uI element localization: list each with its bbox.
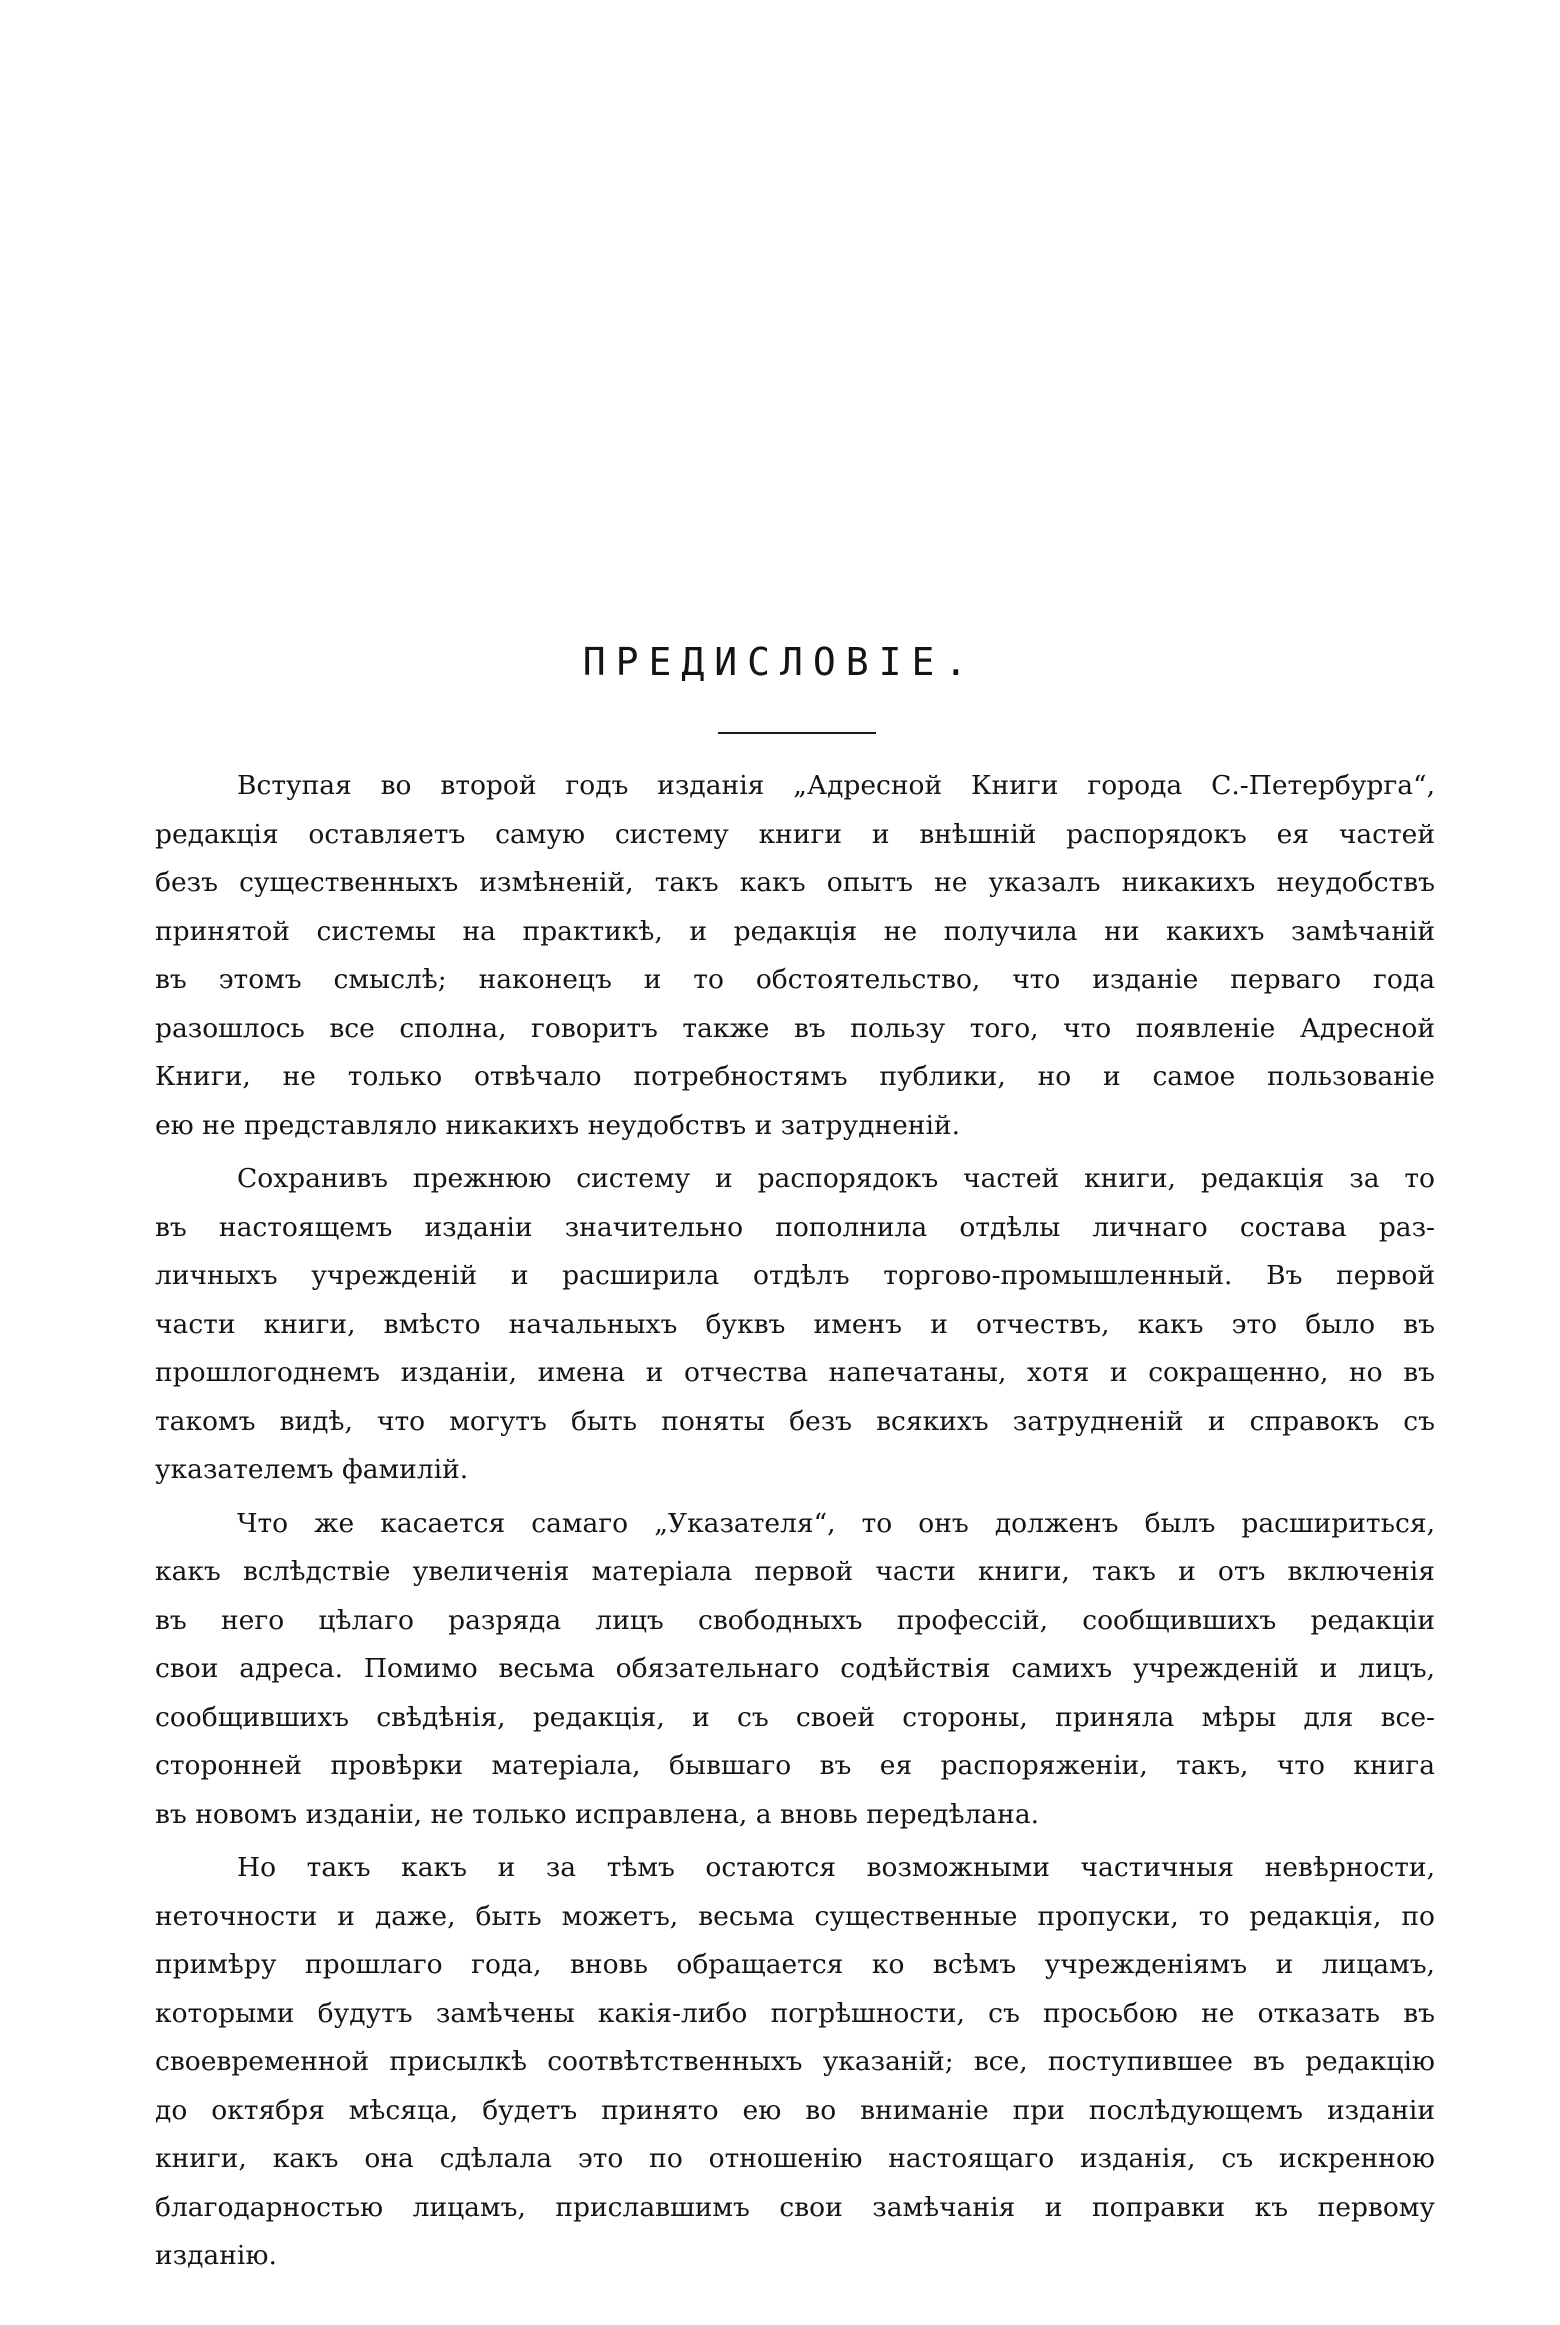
text-line: Но такъ какъ и за тѣмъ остаются возможными частичныя невѣрности, bbox=[237, 1852, 1435, 1883]
paragraph-2 bbox=[155, 1155, 1435, 1495]
text-line: прошлогоднемъ изданіи, имена и отчества напечатаны, хотя и сокращенно, но въ bbox=[155, 1357, 1435, 1388]
text-line: до октября мѣсяца, будетъ принято ею во вниманіе при послѣдующемъ изданіи bbox=[155, 2094, 1435, 2126]
title-divider bbox=[718, 732, 876, 734]
preface-body bbox=[155, 762, 1435, 2281]
text-line: безъ существенныхъ измѣненій, такъ какъ опытъ не указалъ никакихъ неудобствъ bbox=[155, 867, 1435, 898]
text-line: Вступая во второй годъ изданія „Адресной Книги города С.-Петербурга“, bbox=[237, 770, 1435, 801]
text-line: редакція оставляетъ самую систему книги и внѣшній распорядокъ ея частей bbox=[155, 818, 1435, 850]
text-line: какъ вслѣдствіе увеличенія матеріала первой части книги, такъ и отъ включенія bbox=[155, 1556, 1435, 1587]
text-line: неточности и даже, быть можетъ, весьма существенные пропуски, то редакція, по bbox=[155, 1900, 1435, 1932]
page-title: ПРЕДИСЛОВІЕ. bbox=[582, 640, 978, 684]
text-line: книги, какъ она сдѣлала это по отношенію настоящаго изданія, съ искренною bbox=[155, 2143, 1435, 2174]
text-line: Что же касается самаго „Указателя“, то онъ долженъ былъ расшириться, bbox=[237, 1507, 1435, 1539]
text-line: разошлось все сполна, говоритъ также въ пользу того, что появленіе Адресной bbox=[155, 1012, 1435, 1044]
text-line: части книги, вмѣсто начальныхъ буквъ именъ и отчествъ, какъ это было въ bbox=[155, 1308, 1435, 1340]
text-line: въ этомъ смыслѣ; наконецъ и то обстоятельство, что изданіе перваго года bbox=[155, 964, 1435, 995]
text-line: такомъ видѣ, что могутъ быть поняты безъ всякихъ затрудненій и справокъ съ bbox=[155, 1405, 1435, 1437]
text-line: благодарностью лицамъ, приславшимъ свои замѣчанія и поправки къ первому bbox=[155, 2191, 1435, 2223]
text-line: въ него цѣлаго разряда лицъ свободныхъ профессій, сообщившихъ редакціи bbox=[155, 1604, 1435, 1636]
text-line: принятой системы на практикѣ, и редакція не получила ни какихъ замѣчаній bbox=[155, 915, 1435, 947]
paragraph-4 bbox=[155, 1844, 1435, 2281]
paragraph-1 bbox=[155, 762, 1435, 1150]
text-line: свои адреса. Помимо весьма обязательнаго содѣйствія самихъ учрежденій и лицъ, bbox=[155, 1653, 1435, 1684]
text-line: своевременной присылкѣ соотвѣтственныхъ указаній; все, поступившее въ редакцію bbox=[155, 2046, 1435, 2077]
text-line: примѣру прошлаго года, вновь обращается ко всѣмъ учрежденіямъ и лицамъ, bbox=[155, 1949, 1435, 1980]
text-line: Сохранивъ прежнюю систему и распорядокъ частей книги, редакція за то bbox=[237, 1163, 1435, 1194]
text-line: Книги, не только отвѣчало потребностямъ публики, но и самое пользованіе bbox=[155, 1061, 1435, 1092]
text-line: въ настоящемъ изданіи значительно пополнила отдѣлы личнаго состава раз- bbox=[155, 1211, 1435, 1243]
text-line: указателемъ фамилій. bbox=[155, 1454, 469, 1485]
text-line: изданію. bbox=[155, 2240, 277, 2271]
paragraph-3 bbox=[155, 1500, 1435, 1840]
text-line: которыми будутъ замѣчены какія-либо погрѣшности, съ просьбою не отказать въ bbox=[155, 1997, 1435, 2029]
text-line: ею не представляло никакихъ неудобствъ и затрудненій. bbox=[155, 1109, 961, 1141]
text-line: въ новомъ изданіи, не только исправлена, а вновь передѣлана. bbox=[155, 1798, 1040, 1830]
text-line: личныхъ учрежденій и расширила отдѣлъ торгово-промышленный. Въ первой bbox=[155, 1260, 1435, 1291]
text-line: сообщившихъ свѣдѣнія, редакція, и съ своей стороны, приняла мѣры для все- bbox=[155, 1701, 1435, 1733]
text-line: сторонней провѣрки матеріала, бывшаго въ ея распоряженіи, такъ, что книга bbox=[155, 1750, 1435, 1781]
